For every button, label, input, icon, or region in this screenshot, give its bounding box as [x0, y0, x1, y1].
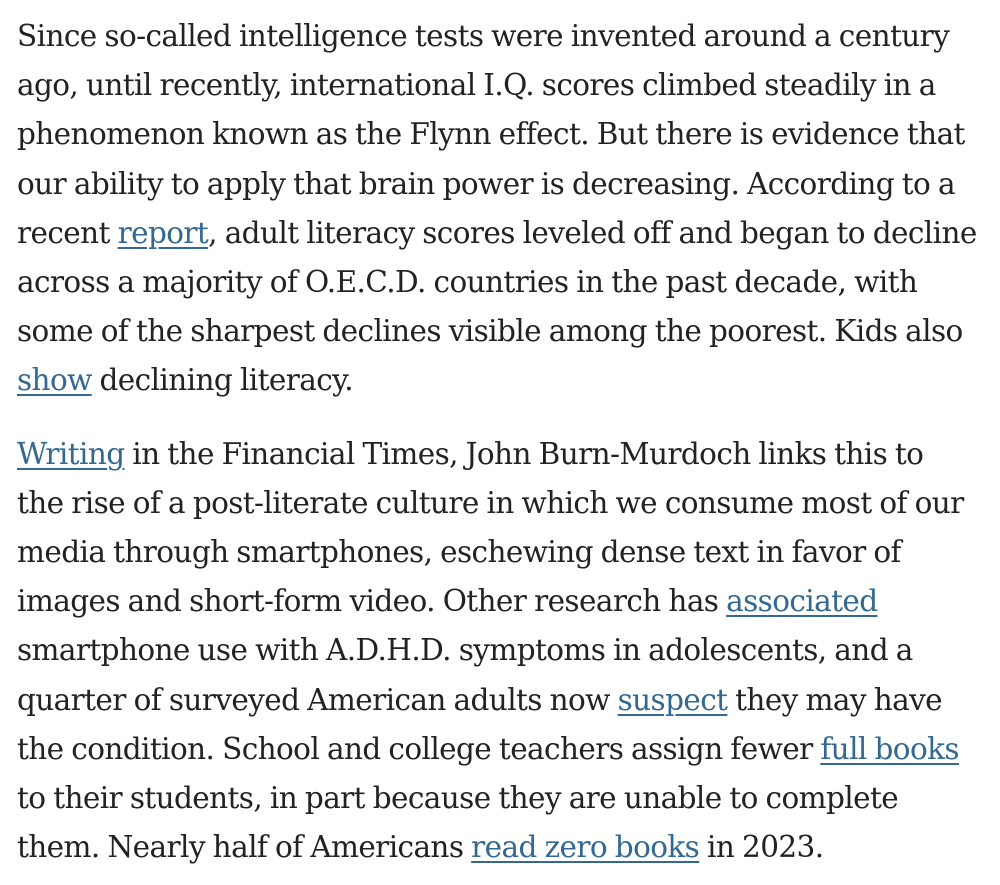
text-line — [17, 676, 1000, 725]
text-line: media through smartphones, eschewing dense text in favor of — [17, 535, 901, 570]
text-segment: the condition. School and college teachers assign fewer — [17, 731, 821, 766]
text-line — [17, 725, 1000, 774]
text-line: some of the sharpest declines visible among the poorest. Kids also — [17, 314, 963, 349]
paragraph-flynn-effect — [17, 12, 1000, 406]
full-books-link[interactable]: full books — [820, 731, 959, 766]
suspect-link[interactable]: suspect — [617, 682, 728, 717]
associated-link[interactable]: associated — [726, 584, 878, 619]
text-segment: they may have — [727, 682, 943, 717]
text-segment: in 2023. — [699, 830, 824, 865]
text-segment: quarter of surveyed American adults now — [17, 682, 618, 717]
writing-link[interactable]: Writing — [17, 436, 125, 471]
text-segment: declining literacy. — [91, 363, 354, 398]
text-segment: recent — [17, 215, 118, 250]
text-line — [17, 356, 1000, 405]
text-segment: images and short-form video. Other research has — [17, 584, 727, 619]
text-line — [17, 209, 1000, 258]
text-line: ago, until recently, international I.Q. scores climbed steadily in a — [17, 68, 936, 103]
text-line: Since so-called intelligence tests were invented around a century — [17, 19, 950, 53]
paragraph-post-literate-culture — [17, 430, 1000, 873]
text-line: smartphone use with A.D.H.D. symptoms in adolescents, and a — [17, 633, 913, 668]
text-segment: in the Financial Times, John Burn-Murdoch links this to — [124, 436, 924, 471]
text-segment: them. Nearly half of Americans — [17, 830, 472, 865]
read-zero-books-link[interactable]: read zero books — [471, 830, 700, 865]
show-link[interactable]: show — [17, 363, 92, 398]
text-line: across a majority of O.E.C.D. countries in the past decade, with — [17, 265, 918, 300]
text-line: phenomenon known as the Flynn effect. But there is evidence that — [17, 117, 965, 152]
text-line: the rise of a post-literate culture in which we consume most of our — [17, 485, 964, 520]
text-line: to their students, in part because they are unable to complete — [17, 781, 899, 816]
text-line — [17, 577, 1000, 626]
text-line — [17, 823, 1000, 872]
text-segment: , adult literacy scores leveled off and began to decline — [208, 215, 977, 250]
report-link[interactable]: report — [117, 215, 209, 250]
text-line — [17, 430, 1000, 479]
text-line: our ability to apply that brain power is decreasing. According to a — [17, 166, 955, 201]
